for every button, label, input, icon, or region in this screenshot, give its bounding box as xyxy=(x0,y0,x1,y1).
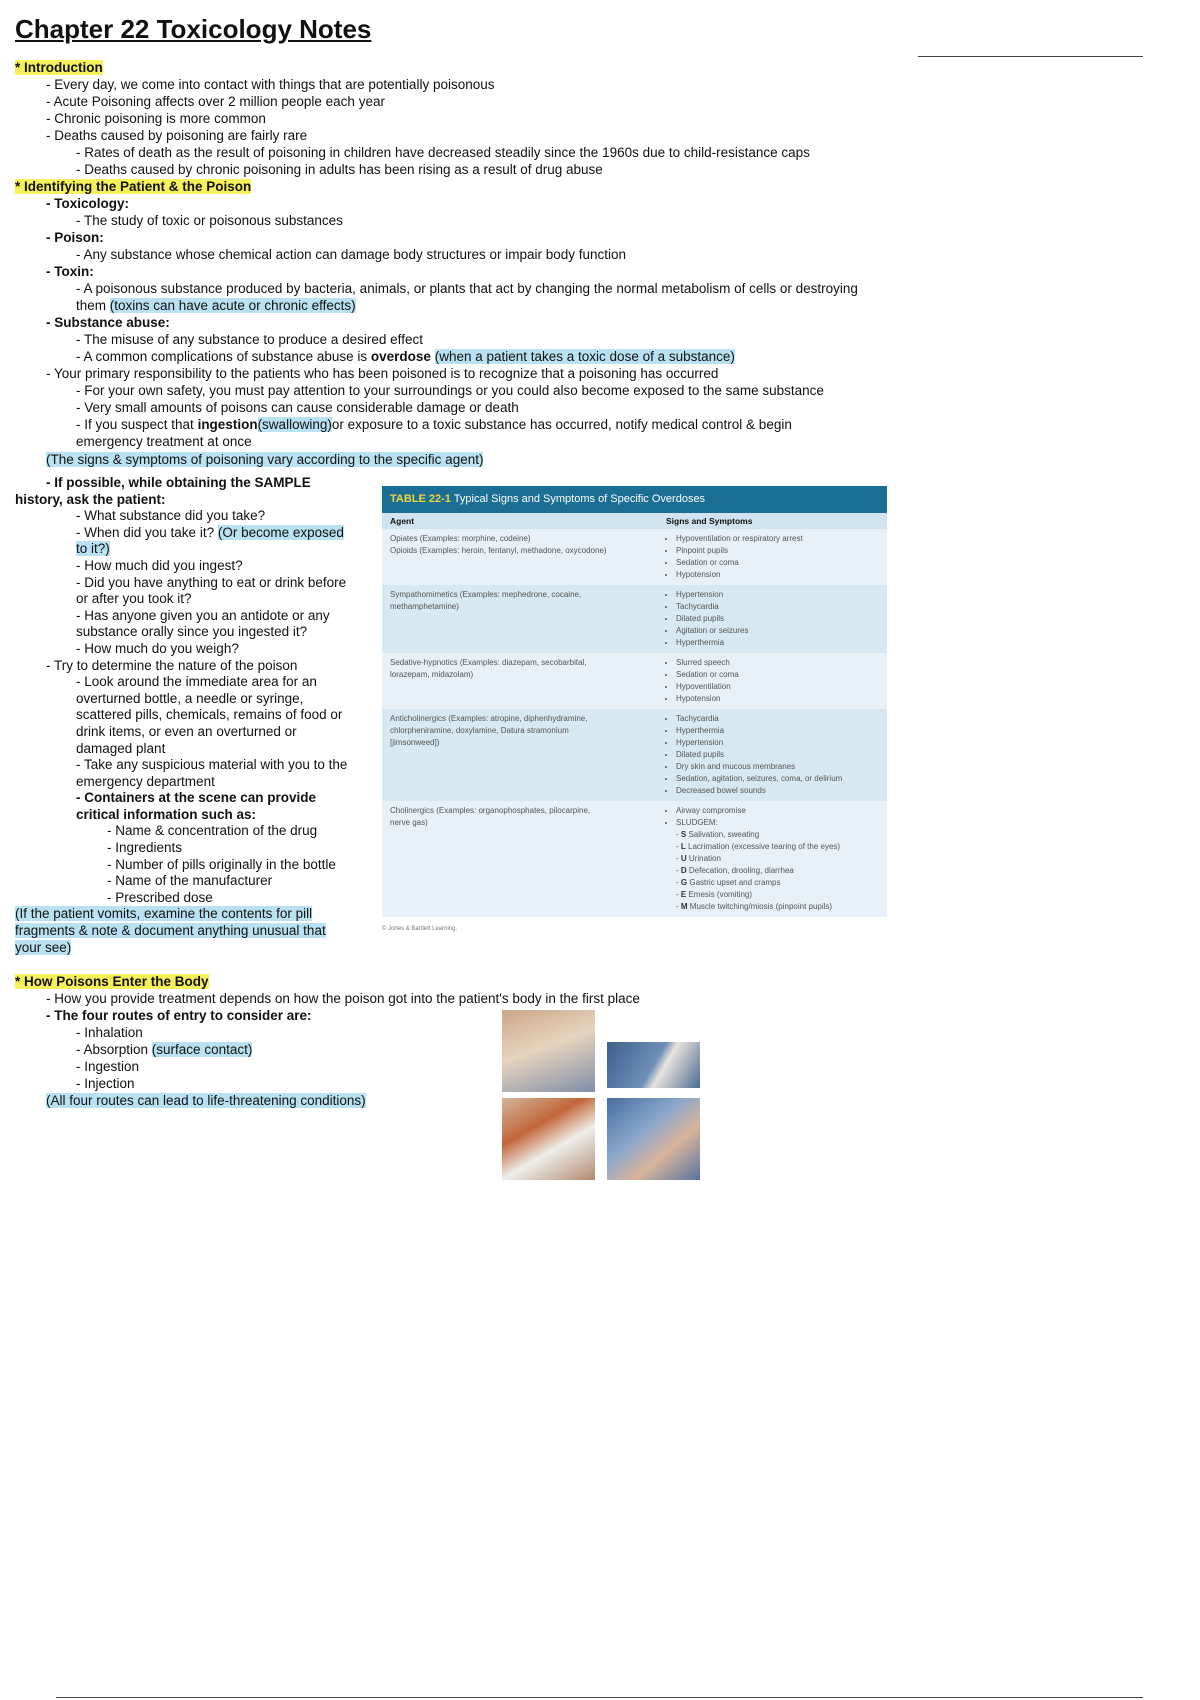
sign-item: • Hypertension xyxy=(676,737,887,749)
sign-item: • Agitation or seizures xyxy=(676,625,887,637)
sample-question: - How much did you ingest? xyxy=(76,557,243,573)
sign-item: • Dry skin and mucous membranes xyxy=(676,761,887,773)
toxin-note: (toxins can have acute or chronic effects) xyxy=(109,298,356,313)
table-agent-cell xyxy=(382,713,662,797)
sign-item: • Airway compromise xyxy=(676,805,887,817)
table-number: TABLE 22-1 xyxy=(390,493,451,505)
look-around-cont: scattered pills, chemicals, remains of food or xyxy=(76,707,343,723)
signs-note: (The signs & symptoms of poisoning vary according to the specific agent) xyxy=(46,452,484,467)
sign-item: • Hyperthermia xyxy=(676,725,887,737)
intro-item: - Acute Poisoning affects over 2 million people each year xyxy=(46,94,385,109)
bottom-divider xyxy=(56,1697,1143,1698)
routes-all-note: (All four routes can lead to life-threatening conditions) xyxy=(46,1093,366,1108)
sign-item: • Dilated pupils xyxy=(676,613,887,625)
agent-line: nerve gas) xyxy=(390,818,428,827)
sign-item: • Sedation, agitation, seizures, coma, or delirium xyxy=(676,773,887,785)
table-agent-cell xyxy=(382,533,662,581)
sludgem-item: - S Salivation, sweating xyxy=(676,830,760,839)
nature-item: - Try to determine the nature of the poison xyxy=(46,657,298,673)
ingestion-photo xyxy=(502,1098,595,1180)
containers-item: - Containers at the scene can provide xyxy=(76,790,317,806)
table-agent-cell xyxy=(382,805,662,913)
agent-line: chlorpheniramine, doxylamine, Datura stramonium xyxy=(390,726,569,735)
sludgem-item: - G Gastric upset and cramps xyxy=(676,878,781,887)
route-item: - Inhalation xyxy=(76,1025,143,1040)
container-info-item: - Name & concentration of the drug xyxy=(107,823,318,839)
sample-question-cont: substance orally since you ingested it? xyxy=(76,624,308,640)
table-signs-cell xyxy=(662,805,887,913)
term-toxicology: - Toxicology: xyxy=(46,196,129,211)
def-toxin: - A poisonous substance produced by bacteria, animals, or plants that act by changing the normal metabolism of cells or destroying them (toxins can have acute or chronic effects) xyxy=(76,281,858,313)
sample-question: - Did you have anything to eat or drink before xyxy=(76,574,347,590)
intro-heading: * Introduction xyxy=(15,60,103,75)
sign-item: • Dilated pupils xyxy=(676,749,887,761)
sign-item: • Hypoventilation or respiratory arrest xyxy=(676,533,887,545)
table-row xyxy=(382,653,887,709)
sign-item: • Hypotension xyxy=(676,569,887,581)
agent-line: Opioids (Examples: heroin, fentanyl, methadone, oxycodone) xyxy=(390,546,607,555)
def-toxicology: - The study of toxic or poisonous substances xyxy=(76,213,343,228)
overdose-line: - A common complications of substance abuse is overdose (when a patient takes a toxic dose of a substance) xyxy=(76,349,735,364)
page-title: Chapter 22 Toxicology Notes xyxy=(15,14,372,44)
sign-item: • Hyperthermia xyxy=(676,637,887,649)
table-row xyxy=(382,709,887,801)
intro-item: - Every day, we come into contact with things that are potentially poisonous xyxy=(46,77,495,92)
table-signs-cell xyxy=(662,657,887,705)
table-header xyxy=(382,513,887,529)
table-title: Typical Signs and Symptoms of Specific Overdoses xyxy=(453,493,706,505)
def-substance-abuse: - The misuse of any substance to produce a desired effect xyxy=(76,332,423,347)
intro-item: - Chronic poisoning is more common xyxy=(46,111,266,126)
look-around-cont: drink items, or even an overturned or xyxy=(76,723,297,739)
intro-subitem: - Deaths caused by chronic poisoning in adults has been rising as a result of drug abuse xyxy=(76,162,603,177)
agent-line: lorazepam, midazolam) xyxy=(390,670,474,679)
sign-item: • Decreased bowel sounds xyxy=(676,785,887,797)
overdose-note: (when a patient takes a toxic dose of a substance) xyxy=(434,349,735,364)
agent-line: [jimsonweed]) xyxy=(390,738,440,747)
suspect-ingestion-cont: emergency treatment at once xyxy=(76,434,252,449)
table-agent-cell xyxy=(382,657,662,705)
table-header-signs: Signs and Symptoms xyxy=(666,516,753,526)
agent-line: Anticholinergics (Examples: atropine, diphenhydramine, xyxy=(390,714,588,723)
sample-question: - How much do you weigh? xyxy=(76,640,239,656)
container-info-item: - Prescribed dose xyxy=(107,889,213,905)
route-item: - Ingestion xyxy=(76,1059,140,1074)
small-amounts-item: - Very small amounts of poisons can cause considerable damage or death xyxy=(76,400,519,415)
primary-responsibility: - Your primary responsibility to the patients who has been poisoned is to recognize that a poisoning has occurred xyxy=(46,366,719,381)
def-poison: - Any substance whose chemical action can damage body structures or impair body function xyxy=(76,247,627,262)
absorption-photo xyxy=(607,1042,700,1088)
agent-line: Sedative-hypnotics (Examples: diazepam, secobarbital, xyxy=(390,658,587,667)
table-row xyxy=(382,801,887,917)
sign-item: • Pinpoint pupils xyxy=(676,545,887,557)
sign-item: • Tachycardia xyxy=(676,601,887,613)
overdose-table xyxy=(382,486,887,938)
term-poison: - Poison: xyxy=(46,230,104,245)
sign-item: • Tachycardia xyxy=(676,713,887,725)
top-divider xyxy=(918,56,1143,57)
sample-lead-cont: history, ask the patient: xyxy=(15,491,166,507)
intro-subitem: - Rates of death as the result of poisoning in children have decreased steadily since the 1960s due to child-resistance caps xyxy=(76,145,810,160)
table-source: © Jones & Bartlett Learning. xyxy=(382,926,458,932)
agent-line: Cholinergics (Examples: organophosphates, pilocarpine, xyxy=(390,806,591,815)
table-signs-cell xyxy=(662,713,887,797)
route-item: - Injection xyxy=(76,1076,135,1091)
table-signs-cell xyxy=(662,533,887,581)
injection-photo xyxy=(607,1098,700,1180)
sample-lead: - If possible, while obtaining the SAMPLE xyxy=(46,475,311,490)
sample-question: - When did you take it? (Or become exposed xyxy=(76,524,344,540)
sludgem-item: - L Lacrimation (excessive tearing of the eyes) xyxy=(676,842,841,851)
look-around-cont: overturned bottle, a needle or syringe, xyxy=(76,690,304,706)
table-title-bar xyxy=(382,486,887,513)
sample-question-cont: to it?) xyxy=(76,541,110,557)
container-info-item: - Number of pills originally in the bottle xyxy=(107,856,336,872)
intro-item: - Deaths caused by poisoning are fairly rare xyxy=(46,128,308,143)
routes-four: - The four routes of entry to consider are: xyxy=(46,1008,312,1023)
vomit-note-cont: fragments & note & document anything unusual that xyxy=(15,923,326,939)
table-signs-cell xyxy=(662,589,887,649)
sign-item: • Sedation or coma xyxy=(676,669,887,681)
agent-line: Opiates (Examples: morphine, codeine) xyxy=(390,534,531,543)
route-item: - Absorption (surface contact) xyxy=(76,1042,253,1057)
container-info-item: - Ingredients xyxy=(107,840,183,856)
suspect-ingestion-item: - If you suspect that ingestion(swallowing)or exposure to a toxic substance has occurred, notify medical control & begin xyxy=(76,417,792,432)
vomit-note: (If the patient vomits, examine the contents for pill xyxy=(15,906,313,922)
containers-cont: critical information such as: xyxy=(76,806,257,822)
look-around-cont: damaged plant xyxy=(76,740,166,756)
routes-how: - How you provide treatment depends on how the poison got into the patient's body in the first place xyxy=(46,991,640,1006)
table-row xyxy=(382,585,887,653)
look-around-item: - Look around the immediate area for an xyxy=(76,674,317,690)
routes-heading: * How Poisons Enter the Body xyxy=(15,974,209,989)
term-substance-abuse: - Substance abuse: xyxy=(46,315,170,330)
sample-question: - What substance did you take? xyxy=(76,508,266,524)
sludgem-item: - U Urination xyxy=(676,854,721,863)
sludgem-item: - E Emesis (vomiting) xyxy=(676,890,753,899)
sign-item: • Sedation or coma xyxy=(676,557,887,569)
container-info-item: - Name of the manufacturer xyxy=(107,873,273,889)
sign-item: • Hypertension xyxy=(676,589,887,601)
sample-history-section xyxy=(15,475,370,956)
table-header-agent: Agent xyxy=(390,516,415,526)
agent-line: Sympathomimetics (Examples: mephedrone, cocaine, xyxy=(390,590,582,599)
sign-item: • Hypotension xyxy=(676,693,887,705)
vomit-note-cont: your see) xyxy=(15,939,72,955)
sign-item: • Hypoventilation xyxy=(676,681,887,693)
agent-line: methamphetamine) xyxy=(390,602,459,611)
sign-item: • Slurred speech xyxy=(676,657,887,669)
take-material-cont: emergency department xyxy=(76,773,215,789)
sludgem-item: - D Defecation, drooling, diarrhea xyxy=(676,866,794,875)
table-agent-cell xyxy=(382,589,662,649)
identify-heading: * Identifying the Patient & the Poison xyxy=(15,179,252,194)
inhalation-photo xyxy=(502,1010,595,1092)
sample-question-cont: or after you took it? xyxy=(76,591,192,607)
term-toxin: - Toxin: xyxy=(46,264,94,279)
sign-item: • SLUDGEM: xyxy=(676,817,887,829)
take-material-item: - Take any suspicious material with you to the xyxy=(76,757,348,773)
table-row xyxy=(382,529,887,585)
safety-item: - For your own safety, you must pay attention to your surroundings or you could also become exposed to the same substance xyxy=(76,383,824,398)
sample-question: - Has anyone given you an antidote or any xyxy=(76,607,330,623)
table-body xyxy=(382,529,887,917)
sludgem-item: - M Muscle twitching/miosis (pinpoint pupils) xyxy=(676,902,833,911)
